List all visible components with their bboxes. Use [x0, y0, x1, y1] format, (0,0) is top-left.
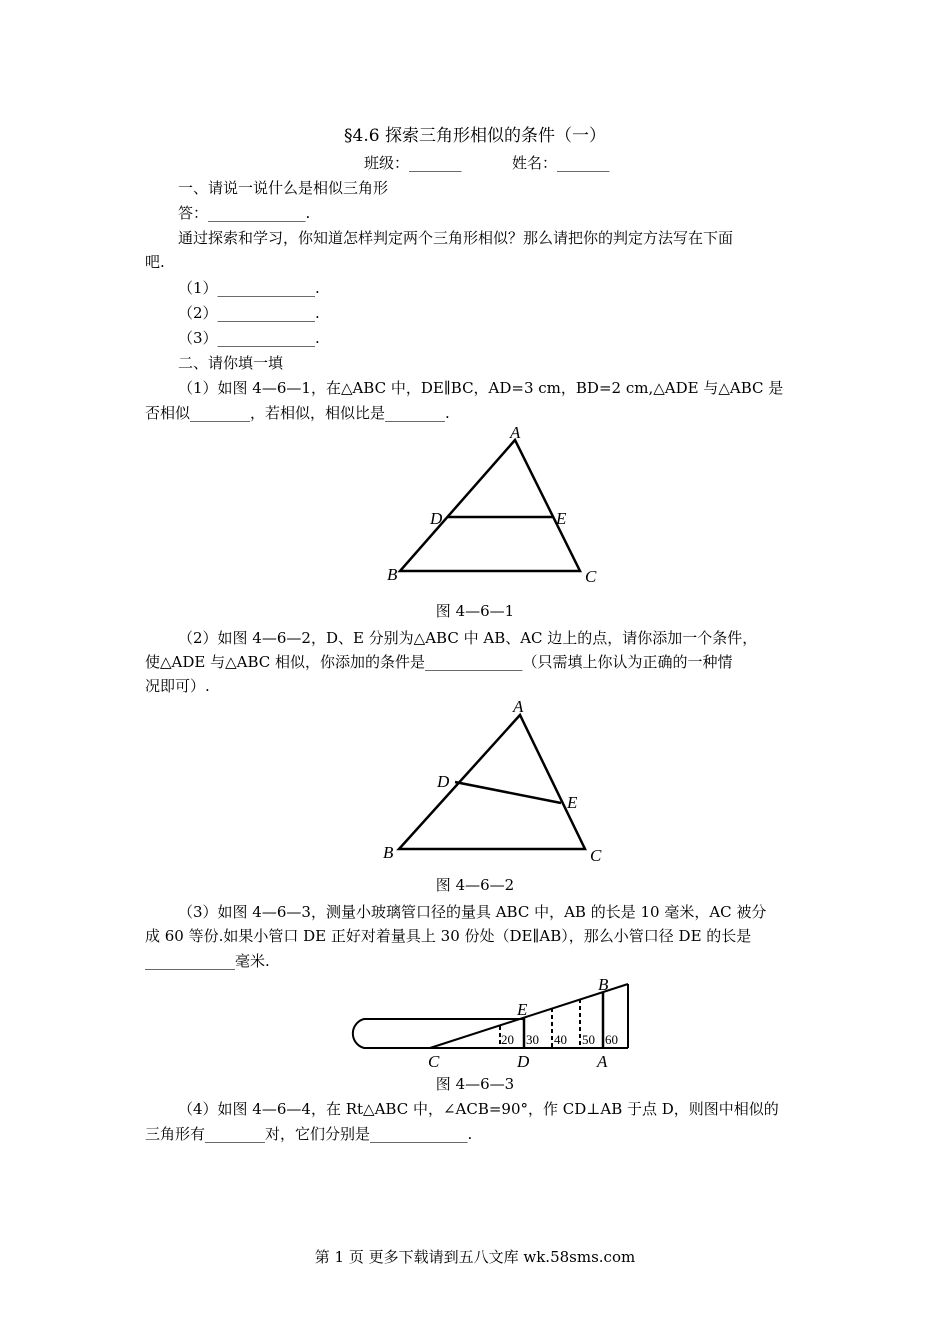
- q3-line2: 成 60 等份.如果小管口 DE 正好对着量具上 30 份处（DE∥AB），那么小管口径 DE 的长是: [145, 927, 752, 945]
- label-b: B: [598, 975, 609, 994]
- page-title: §4.6 探索三角形相似的条件（一）: [344, 126, 606, 146]
- figure-4-6-1-caption: 图 4—6—1: [435, 602, 515, 620]
- label-e: E: [517, 1000, 528, 1019]
- tick-label-30: 30: [526, 1032, 539, 1047]
- criterion-blank-3: （3）_____________.: [178, 329, 320, 347]
- label-b: B: [387, 565, 398, 584]
- q3-line3: ____________毫米.: [145, 952, 270, 970]
- q2-line2: 使△ADE 与△ABC 相似，你添加的条件是_____________（只需填上你认为正确的一种情: [145, 653, 733, 671]
- segment-de: [455, 782, 561, 803]
- label-d: D: [430, 509, 443, 528]
- q3-line1: （3）如图 4—6—3，测量小玻璃管口径的量具 ABC 中，AB 的长是 10 毫米，AC 被分: [178, 903, 767, 921]
- label-c: C: [428, 1052, 440, 1071]
- class-field: 班级：_______: [364, 154, 462, 172]
- label-a: A: [597, 1052, 608, 1071]
- label-a: A: [513, 697, 524, 716]
- label-c: C: [590, 846, 602, 865]
- tick-label-50: 50: [582, 1032, 595, 1047]
- tick-label-20: 20: [501, 1032, 514, 1047]
- tick-label-40: 40: [554, 1032, 567, 1047]
- q2-line1: （2）如图 4—6—2，D、E 分别为△ABC 中 AB、AC 边上的点，请你添加一个条件，: [178, 629, 758, 647]
- figure-4-6-2: [375, 695, 615, 870]
- name-field: 姓名：_______: [512, 154, 610, 172]
- figure-4-6-1: [380, 420, 610, 590]
- label-a: A: [510, 423, 521, 442]
- criterion-blank-2: （2）_____________.: [178, 304, 320, 322]
- section1-intro-line1: 通过探索和学习，你知道怎样判定两个三角形相似？那么请把你的判定方法写在下面: [178, 229, 734, 247]
- label-e: E: [567, 793, 578, 812]
- page-footer: 第 1 页 更多下载请到五八文库 wk.58sms.com: [314, 1248, 636, 1266]
- glass-tube: [353, 1019, 523, 1048]
- section2-heading: 二、请你填一填: [178, 354, 284, 372]
- section1-intro-line2: 吧.: [145, 253, 165, 271]
- section1-heading: 一、请说一说什么是相似三角形: [178, 179, 389, 197]
- figure-4-6-2-caption: 图 4—6—2: [435, 876, 515, 894]
- criterion-blank-1: （1）_____________.: [178, 279, 320, 297]
- label-c: C: [585, 567, 597, 586]
- figure-4-6-3: [340, 970, 640, 1075]
- figure-4-6-3-caption: 图 4—6—3: [435, 1075, 515, 1093]
- tick-label-60: 60: [605, 1032, 618, 1047]
- label-b: B: [383, 843, 394, 862]
- label-e: E: [556, 509, 567, 528]
- label-d: D: [437, 772, 450, 791]
- q1-line1: （1）如图 4—6—1，在△ABC 中，DE∥BC，AD=3 cm，BD=2 cm,△ADE 与△ABC 是: [178, 379, 784, 397]
- triangle-abc: [400, 440, 580, 571]
- q2-line3: 况即可）.: [145, 677, 210, 695]
- q4-line2: 三角形有________对，它们分别是_____________.: [145, 1125, 473, 1143]
- label-d: D: [517, 1052, 530, 1071]
- q4-line1: （4）如图 4—6—4，在 Rt△ABC 中，∠ACB=90°，作 CD⊥AB 于点 D，则图中相似的: [178, 1100, 779, 1118]
- triangle-abc: [399, 715, 585, 849]
- section1-answer: 答：_____________.: [178, 204, 311, 222]
- q1-line2: 否相似________，若相似，相似比是________.: [145, 404, 450, 422]
